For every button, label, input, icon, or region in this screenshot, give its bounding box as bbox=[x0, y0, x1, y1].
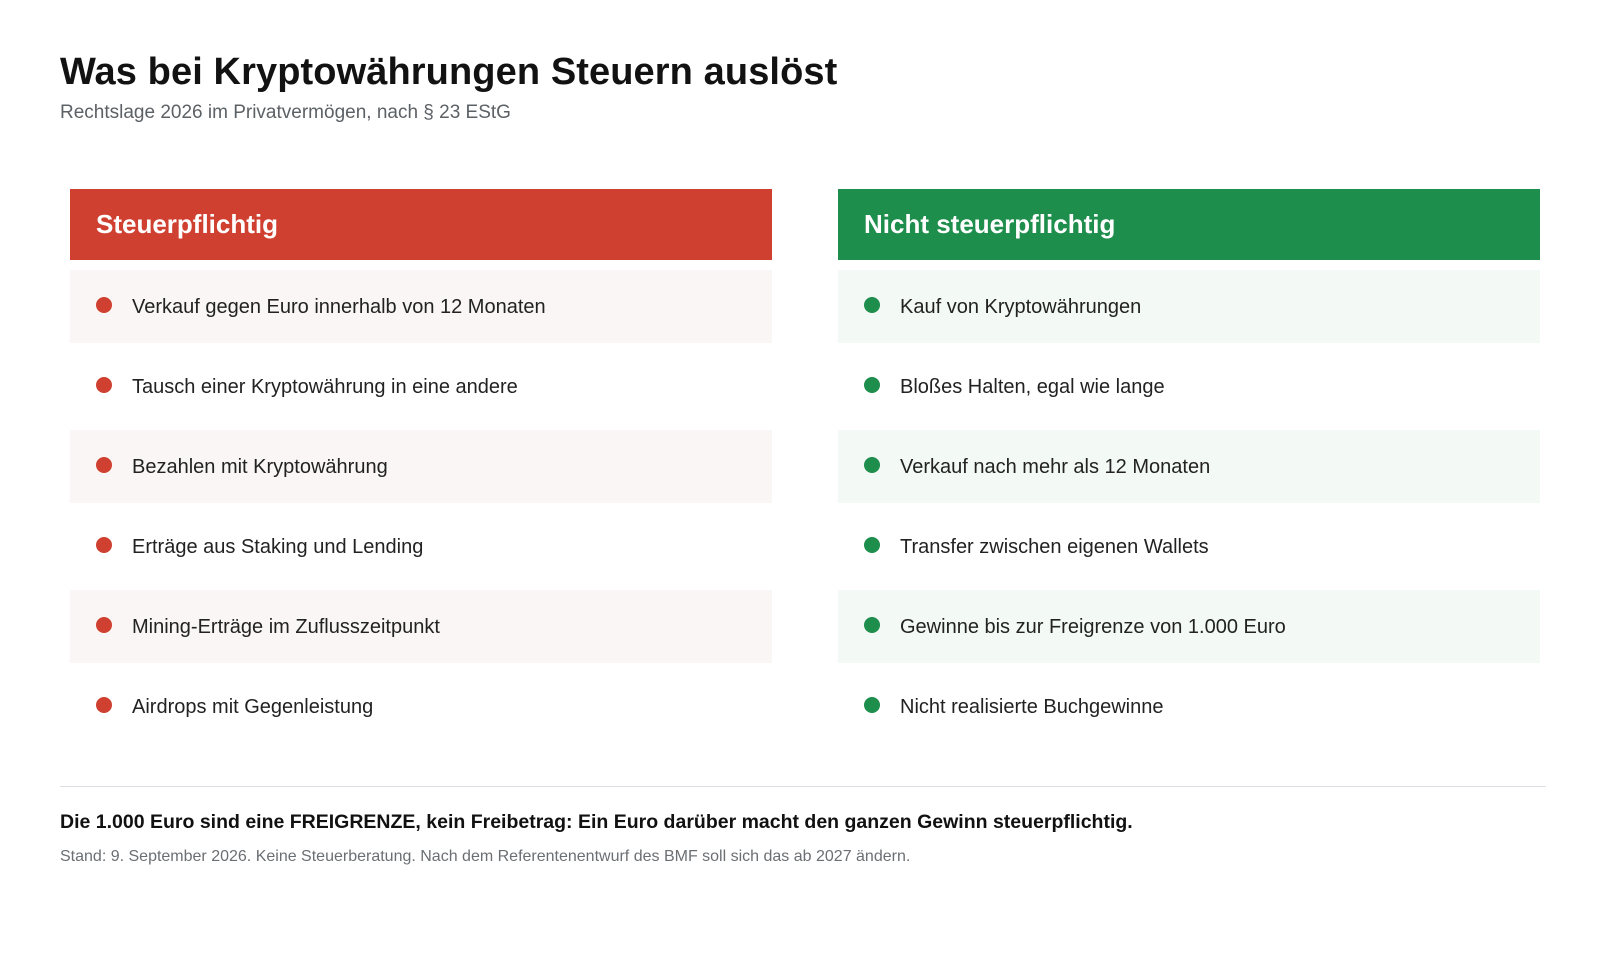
column-header-not-taxable: Nicht steuerpflichtig bbox=[838, 189, 1540, 260]
list-item-label: Airdrops mit Gegenleistung bbox=[132, 695, 374, 718]
list-item-label: Kauf von Kryptowährungen bbox=[900, 295, 1142, 318]
list-item bbox=[838, 350, 1540, 423]
list-item-label: Transfer zwischen eigenen Wallets bbox=[900, 535, 1209, 558]
freigrenze-note: Die 1.000 Euro sind eine FREIGRENZE, kein Freibetrag: Ein Euro darüber macht den ganzen Gewinn steuerpflichtig. bbox=[60, 811, 1133, 833]
list-item bbox=[838, 670, 1540, 743]
list-item-label: Gewinne bis zur Freigrenze von 1.000 Euro bbox=[900, 615, 1286, 638]
list-item bbox=[70, 590, 772, 663]
list-item-label: Bezahlen mit Kryptowährung bbox=[132, 455, 388, 478]
bullet-dot-icon bbox=[96, 617, 112, 633]
column-list-taxable bbox=[70, 260, 772, 743]
list-item-label: Tausch einer Kryptowährung in eine andere bbox=[132, 375, 518, 398]
bullet-dot-icon bbox=[864, 537, 880, 553]
footer-divider bbox=[60, 786, 1546, 787]
list-item bbox=[838, 510, 1540, 583]
list-item bbox=[838, 270, 1540, 343]
list-item bbox=[70, 270, 772, 343]
list-item-label: Verkauf nach mehr als 12 Monaten bbox=[900, 455, 1211, 478]
list-item-label: Mining-Erträge im Zuflusszeitpunkt bbox=[132, 615, 440, 638]
bullet-dot-icon bbox=[864, 617, 880, 633]
list-item-label: Erträge aus Staking und Lending bbox=[132, 535, 424, 558]
page-title: Was bei Kryptowährungen Steuern auslöst bbox=[60, 51, 838, 93]
bullet-dot-icon bbox=[96, 377, 112, 393]
list-item bbox=[70, 350, 772, 423]
disclaimer-footnote: Stand: 9. September 2026. Keine Steuerberatung. Nach dem Referentenentwurf des BMF soll sich das ab 2027 ändern. bbox=[60, 848, 911, 865]
page-subtitle: Rechtslage 2026 im Privatvermögen, nach § 23 EStG bbox=[60, 102, 511, 123]
list-item-label: Nicht realisierte Buchgewinne bbox=[900, 695, 1164, 718]
column-list-not-taxable bbox=[838, 260, 1540, 743]
column-not-taxable bbox=[838, 189, 1540, 750]
header bbox=[60, 44, 837, 126]
list-item bbox=[70, 510, 772, 583]
list-item bbox=[70, 430, 772, 503]
bullet-dot-icon bbox=[96, 457, 112, 473]
list-item bbox=[838, 430, 1540, 503]
list-item bbox=[70, 670, 772, 743]
column-header-taxable: Steuerpflichtig bbox=[70, 189, 772, 260]
bullet-dot-icon bbox=[864, 297, 880, 313]
bullet-dot-icon bbox=[864, 377, 880, 393]
bullet-dot-icon bbox=[96, 697, 112, 713]
comparison-columns bbox=[70, 189, 1540, 750]
column-taxable bbox=[70, 189, 772, 750]
list-item-label: Bloßes Halten, egal wie lange bbox=[900, 375, 1165, 398]
bullet-dot-icon bbox=[864, 697, 880, 713]
bullet-dot-icon bbox=[96, 537, 112, 553]
bullet-dot-icon bbox=[864, 457, 880, 473]
list-item bbox=[838, 590, 1540, 663]
list-item-label: Verkauf gegen Euro innerhalb von 12 Monaten bbox=[132, 295, 546, 318]
bullet-dot-icon bbox=[96, 297, 112, 313]
